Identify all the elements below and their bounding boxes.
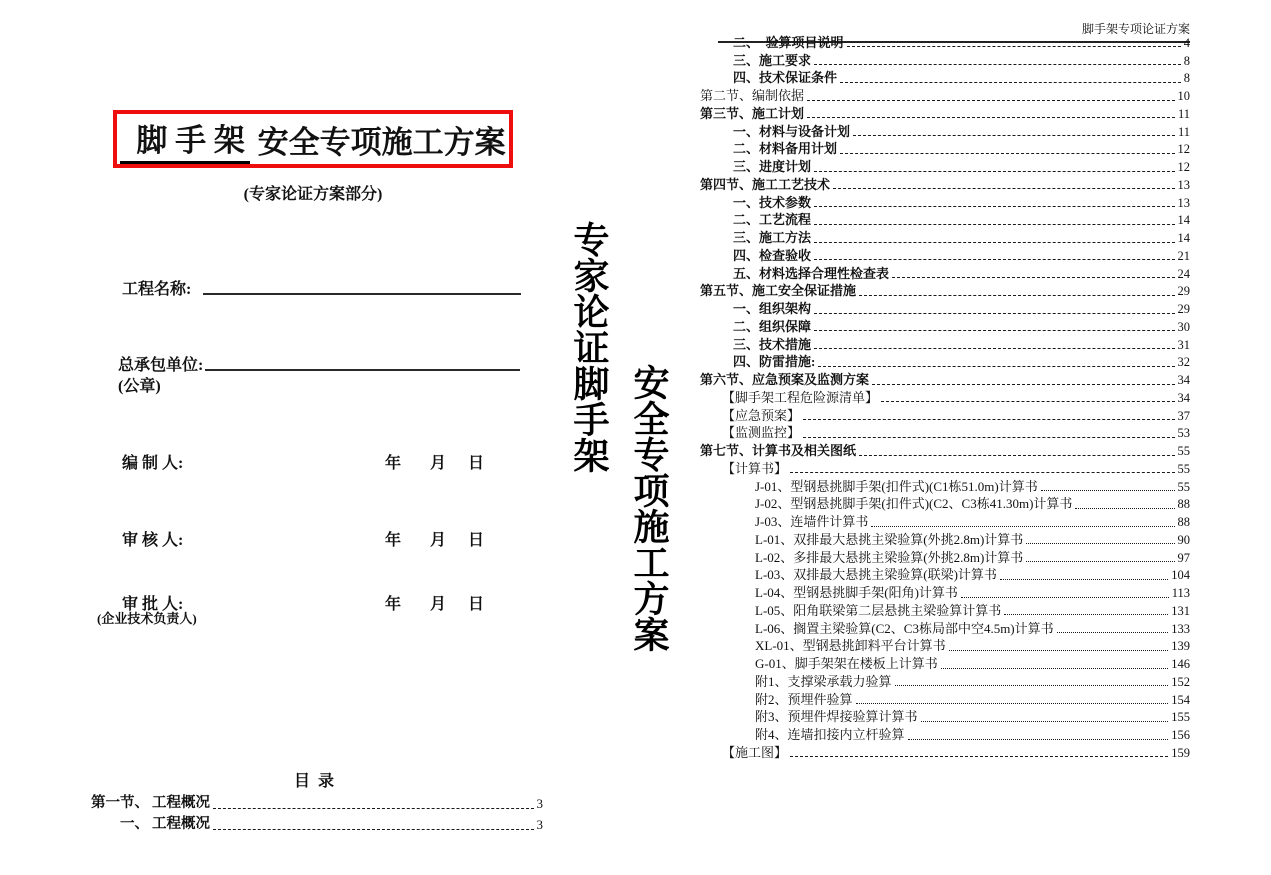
toc-leader [814, 171, 1174, 172]
toc-entry-text: 五、材料选择合理性检查表 [733, 265, 890, 281]
toc-leader [1004, 614, 1168, 615]
reviewer-label: 审 核 人: [122, 532, 184, 549]
toc-entry-text: 一、材料与设备计划 [733, 123, 851, 139]
toc-page-number: 14 [1177, 231, 1190, 245]
toc-page-number: 113 [1171, 586, 1190, 600]
toc-entry-text: L-03、双排最大悬挑主梁验算(联梁)计算书 [755, 567, 997, 583]
date-year-label: 年 [385, 455, 402, 472]
cover-title-underlined: 脚 手 架 [120, 115, 250, 164]
toc-entry-text: 三、进度计划 [733, 159, 812, 174]
toc-row [700, 743, 1190, 761]
toc-entry-text: 工程概况 [152, 816, 210, 832]
toc-row [700, 51, 1190, 69]
toc-entry-text: 三、施工方法 [733, 230, 812, 245]
toc-leader [814, 348, 1174, 349]
toc-page-number: 53 [1177, 426, 1190, 441]
toc-leader [1041, 490, 1175, 491]
toc-heading: 目 录 [293, 773, 334, 790]
toc-left-container [85, 791, 543, 833]
toc-entry-text: 第二节、编制依据 [700, 88, 805, 103]
toc-entry-text: XL-01、型钢悬挑卸料平台计算书 [755, 638, 946, 654]
toc-leader [847, 46, 1181, 47]
toc-entry-text: 二、组织保障 [733, 318, 812, 334]
toc-row [700, 353, 1190, 371]
toc-page-number: 13 [1177, 177, 1190, 192]
project-name-label: 工程名称: [122, 281, 192, 298]
toc-page-number: 88 [1177, 515, 1190, 529]
toc-leader [803, 419, 1174, 420]
project-name-row [122, 276, 191, 299]
toc-row [700, 175, 1190, 193]
toc-page-number: 8 [1183, 53, 1190, 68]
compiler-label: 编 制 人: [122, 455, 184, 472]
toc-page-number: 10 [1177, 89, 1190, 103]
toc-row [700, 583, 1190, 601]
toc-leader [807, 100, 1174, 101]
toc-entry-text: L-05、阳角联梁第二层悬挑主梁验算计算书 [755, 602, 1002, 618]
toc-page-number: 156 [1171, 728, 1190, 742]
compiler-date [385, 450, 484, 473]
toc-page-number: 30 [1177, 319, 1190, 334]
toc-entry-text: 四、防雷措施: [733, 354, 816, 370]
toc-page-number: 11 [1177, 106, 1190, 121]
date-day-label: 日 [468, 532, 485, 549]
toc-row [700, 157, 1190, 175]
toc-leader [213, 808, 534, 809]
toc-leader [1000, 579, 1168, 580]
toc-row [700, 495, 1190, 513]
toc-page-number: 3 [536, 817, 543, 832]
seal-note: (公章) [118, 378, 161, 395]
toc-entry-text: 二、 验算项目说明 [733, 34, 844, 50]
toc-row [700, 424, 1190, 442]
toc-leader [814, 313, 1174, 314]
contractor-blank-line [205, 353, 520, 371]
toc-entry-text: 二、工艺流程 [733, 212, 812, 228]
vertical-banner-safety: 安全专项施工方案 [629, 364, 670, 652]
toc-entry-text: 【脚手架工程危险源清单】 [722, 389, 879, 405]
toc-entry-text: 一、组织架构 [733, 301, 812, 316]
toc-leader [1057, 632, 1169, 633]
reviewer-row [122, 527, 522, 550]
toc-page-number: 4 [1183, 35, 1190, 50]
toc-leader [814, 242, 1174, 243]
toc-row [700, 690, 1190, 708]
toc-page-number: 37 [1177, 408, 1190, 423]
toc-entry-text: 四、检查验收 [733, 247, 812, 263]
toc-page-number: 55 [1177, 444, 1190, 458]
toc-row [700, 672, 1190, 690]
toc-entry-text: 第六节、应急预案及监测方案 [700, 372, 870, 387]
toc-entry-text: 附3、预埋件焊接验算计算书 [755, 709, 918, 725]
toc-leader [941, 668, 1169, 669]
toc-row [700, 406, 1190, 424]
toc-entry-text: J-02、型钢悬挑脚手架(扣件式)(C2、C3栋41.30m)计算书 [755, 496, 1073, 512]
toc-row [700, 459, 1190, 477]
toc-entry-text: L-01、双排最大悬挑主梁验算(外挑2.8m)计算书 [755, 531, 1024, 547]
date-year-label: 年 [385, 596, 402, 613]
toc-row [700, 708, 1190, 726]
toc-page-number: 139 [1171, 639, 1190, 654]
toc-entry-text: 三、技术措施 [733, 336, 812, 352]
toc-page-number: 29 [1177, 302, 1190, 316]
compiler-row [122, 450, 522, 473]
cover-title-rest: 安全专项施工方案 [249, 124, 506, 160]
toc-page-number: 133 [1171, 621, 1190, 636]
date-year-label: 年 [385, 532, 402, 549]
toc-page-number: 159 [1171, 745, 1190, 760]
toc-row [700, 335, 1190, 353]
toc-entry-text: 【施工图】 [722, 744, 788, 760]
toc-leader [1075, 508, 1174, 509]
toc-page-number: 90 [1177, 532, 1190, 547]
toc-leader [814, 64, 1181, 65]
toc-entry-text: 三、施工要求 [733, 52, 812, 68]
toc-page-number: 155 [1171, 710, 1190, 725]
toc-leader [856, 703, 1169, 704]
date-month-label: 月 [430, 455, 447, 472]
toc-entry-text: L-06、搁置主梁验算(C2、C3栋局部中空4.5m)计算书 [755, 620, 1054, 636]
toc-entry-text: 二、材料备用计划 [733, 141, 838, 157]
toc-row [700, 370, 1190, 388]
toc-entry-text: 工程概况 [152, 795, 210, 811]
toc-row [700, 601, 1190, 619]
approver-label: 审 批 人: [122, 596, 184, 613]
toc-row [700, 193, 1190, 211]
toc-leader [840, 153, 1174, 154]
toc-entry-text: 第三节、施工计划 [700, 105, 805, 121]
toc-leader [814, 259, 1174, 260]
toc-page-number: 34 [1177, 373, 1190, 387]
toc-entry-text: 【应急预案】 [722, 407, 801, 423]
toc-leader [853, 135, 1175, 136]
toc-leader [814, 206, 1174, 207]
toc-leader [895, 685, 1169, 686]
toc-page-number: 55 [1177, 479, 1190, 494]
toc-row [700, 388, 1190, 406]
toc-entry-text: 第五节、施工安全保证措施 [700, 283, 857, 299]
toc-leader [871, 526, 1174, 527]
toc-entry-text: 附1、支撑梁承载力验算 [755, 673, 892, 689]
toc-row [700, 264, 1190, 282]
toc-entry-text: J-01、型钢悬挑脚手架(扣件式)(C1栋51.0m)计算书 [755, 478, 1038, 494]
toc-row [700, 512, 1190, 530]
toc-leader [814, 330, 1174, 331]
toc-row [85, 812, 543, 833]
toc-leader [803, 437, 1174, 438]
date-day-label: 日 [468, 596, 485, 613]
toc-page-number: 32 [1177, 355, 1190, 370]
toc-row [700, 282, 1190, 300]
toc-page-number: 8 [1183, 71, 1190, 86]
toc-entry-text: 第七节、计算书及相关图纸 [700, 443, 857, 458]
toc-row [700, 33, 1190, 51]
toc-entry-text: 【计算书】 [722, 460, 788, 476]
toc-page-number: 29 [1177, 284, 1190, 299]
toc-leader [872, 384, 1174, 385]
toc-entry-text: 附4、连墙扣接内立杆验算 [755, 727, 905, 742]
toc-page-number: 31 [1177, 337, 1190, 352]
toc-entry-number: 第一节、 [91, 795, 149, 811]
toc-leader [1026, 561, 1174, 562]
toc-page-number: 104 [1171, 568, 1190, 583]
toc-row [700, 654, 1190, 672]
toc-leader [881, 401, 1174, 402]
toc-entry-text: L-04、型钢悬挑脚手架(阳角)计算书 [755, 585, 958, 600]
contractor-row [118, 352, 203, 375]
toc-entry-text: 【监测监控】 [722, 425, 801, 441]
toc-leader [807, 117, 1175, 118]
toc-entry-text: 第四节、施工工艺技术 [700, 176, 831, 192]
toc-right-container [700, 33, 1190, 761]
toc-leader [818, 366, 1174, 367]
toc-row [700, 299, 1190, 317]
contractor-label: 总承包单位: [118, 357, 204, 374]
toc-leader [949, 650, 1169, 651]
vertical-banner-expert: 专家论证脚手架 [569, 221, 610, 473]
toc-leader [790, 472, 1174, 473]
reviewer-date [385, 527, 484, 550]
toc-leader [892, 277, 1174, 278]
toc-leader [859, 295, 1174, 296]
toc-page-number: 55 [1177, 461, 1190, 476]
toc-row [700, 122, 1190, 140]
toc-page-number: 13 [1177, 195, 1190, 210]
toc-entry-text: 一、技术参数 [733, 194, 812, 210]
toc-page-number: 146 [1171, 657, 1190, 671]
toc-page-number: 24 [1177, 266, 1190, 281]
toc-row [700, 228, 1190, 246]
toc-page-number: 34 [1177, 390, 1190, 405]
toc-page-number: 21 [1177, 248, 1190, 263]
title-box [113, 110, 513, 168]
toc-row [700, 619, 1190, 637]
toc-leader [921, 721, 1169, 722]
date-month-label: 月 [430, 532, 447, 549]
right-page-header: 脚手架专项论证方案 [718, 20, 1190, 43]
toc-entry-number: 一、 [120, 816, 149, 832]
toc-row [700, 246, 1190, 264]
toc-page-number: 12 [1177, 160, 1190, 174]
approver-date [385, 591, 484, 614]
toc-row [700, 140, 1190, 158]
date-day-label: 日 [468, 455, 485, 472]
toc-leader [833, 188, 1174, 189]
toc-entry-text: J-03、连墙件计算书 [755, 514, 869, 529]
toc-page-number: 11 [1177, 124, 1190, 139]
toc-page-number: 154 [1171, 692, 1190, 707]
toc-row [700, 530, 1190, 548]
cover-subtitle: (专家论证方案部分) [243, 186, 383, 203]
toc-page-number: 14 [1177, 213, 1190, 228]
toc-row [700, 104, 1190, 122]
toc-leader [908, 739, 1169, 740]
toc-leader [961, 597, 1169, 598]
toc-page-number: 88 [1177, 497, 1190, 512]
toc-row [700, 637, 1190, 655]
toc-row [700, 69, 1190, 87]
toc-entry-text: L-02、多排最大悬挑主梁验算(外挑2.8m)计算书 [755, 549, 1024, 565]
toc-page-number: 3 [536, 796, 543, 811]
toc-page-number: 97 [1177, 550, 1190, 565]
date-month-label: 月 [430, 596, 447, 613]
toc-row [700, 477, 1190, 495]
toc-page-number: 12 [1177, 142, 1190, 157]
toc-row [700, 441, 1190, 459]
toc-row [700, 86, 1190, 104]
toc-entry-text: 附2、预埋件验算 [755, 691, 853, 707]
toc-row [700, 725, 1190, 743]
toc-row [700, 211, 1190, 229]
toc-row [700, 548, 1190, 566]
toc-row [85, 791, 543, 812]
toc-leader [859, 455, 1174, 456]
toc-leader [1026, 543, 1174, 544]
toc-entry-text: 四、技术保证条件 [733, 70, 838, 86]
toc-leader [840, 82, 1181, 83]
toc-leader [213, 829, 534, 830]
approver-note: (企业技术负责人) [97, 611, 197, 626]
toc-page-number: 131 [1171, 603, 1190, 618]
toc-row [700, 317, 1190, 335]
toc-entry-text: G-01、脚手架架在楼板上计算书 [755, 656, 938, 671]
toc-leader [790, 756, 1168, 757]
project-name-blank-line [203, 277, 521, 295]
toc-row [700, 566, 1190, 584]
toc-leader [814, 224, 1174, 225]
toc-page-number: 152 [1171, 674, 1190, 689]
